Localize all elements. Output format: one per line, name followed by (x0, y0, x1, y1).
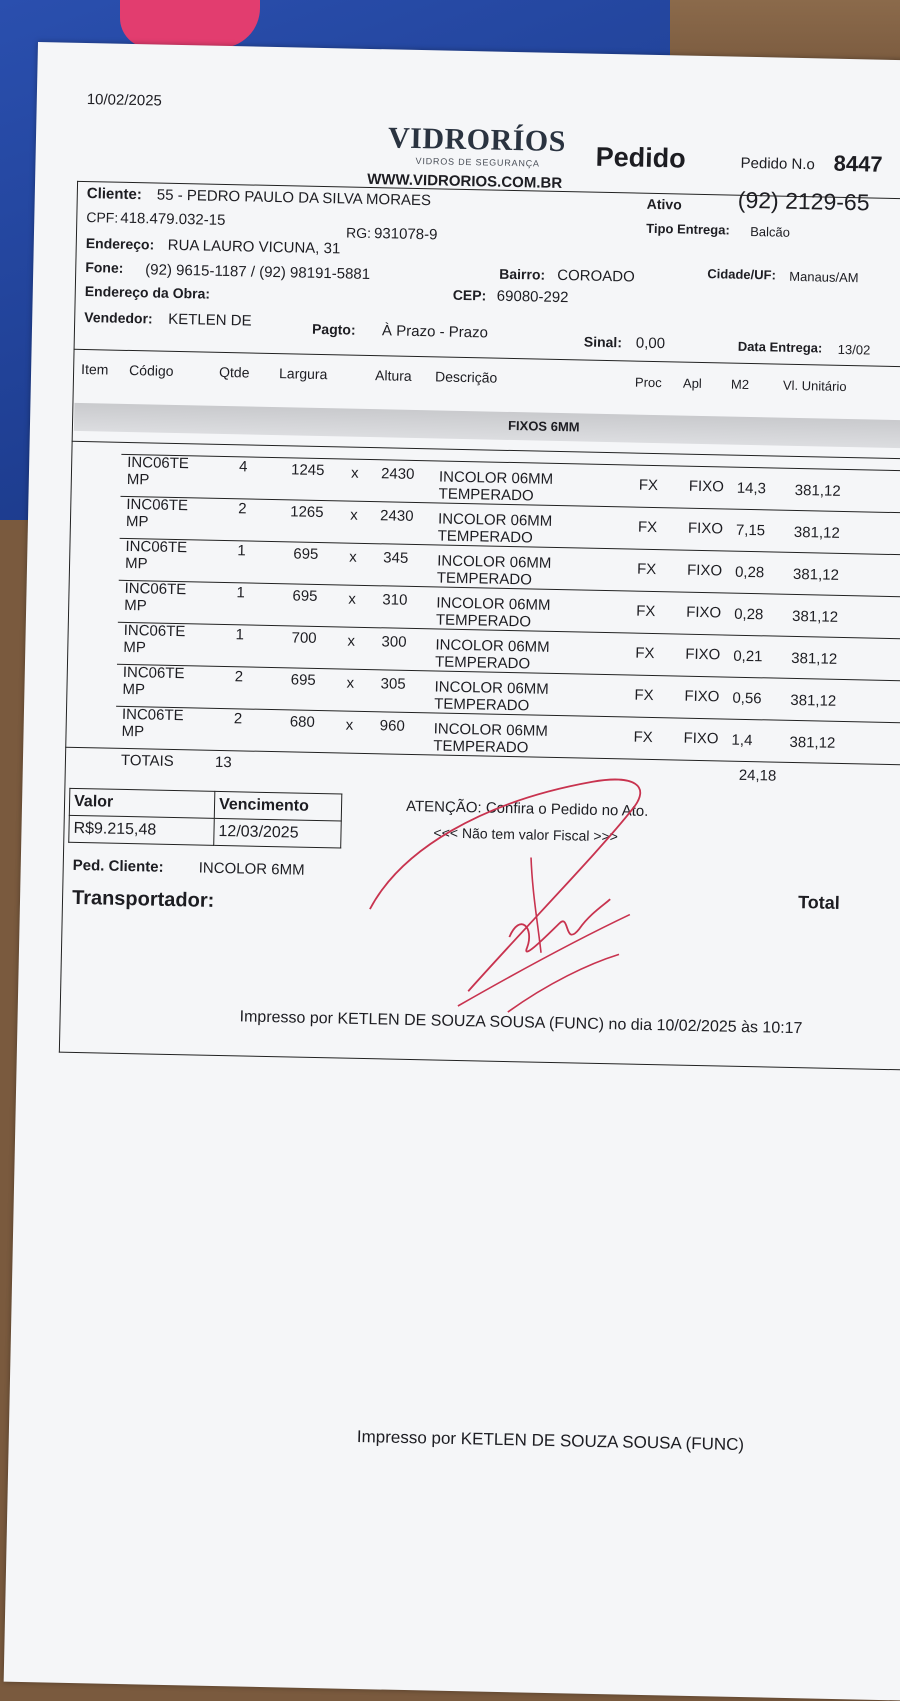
row-apl: FIXO (684, 687, 720, 706)
row-m2: 14,3 (736, 479, 767, 498)
row-largura: 1245 (290, 461, 325, 480)
order-status: Ativo (646, 195, 682, 213)
row-proc: FX (635, 644, 655, 663)
row-x: x (347, 632, 356, 650)
row-unit: 381,12 (791, 649, 838, 668)
rg-value: 931078-9 (373, 225, 438, 244)
cliente-value: 55 - PEDRO PAULO DA SILVA MORAES (156, 186, 432, 210)
row-altura: 960 (379, 717, 405, 735)
col-altura: Altura (374, 367, 412, 384)
row-code: INC06TE (121, 705, 184, 725)
row-desc-cont: TEMPERADO (437, 527, 533, 547)
row-code-cont: MP (121, 722, 145, 741)
print-date: 10/02/2025 (86, 91, 163, 110)
data-entrega-label: Data Entrega: (737, 338, 823, 356)
tipo-entrega-label: Tipo Entrega: (646, 220, 730, 238)
row-m2: 0,28 (734, 563, 765, 582)
row-proc: FX (637, 518, 658, 537)
document-title: Pedido (595, 141, 687, 174)
row-qtde: 1 (236, 584, 246, 602)
row-code: INC06TE (123, 621, 186, 641)
cidade-value: Manaus/AM (789, 268, 859, 286)
row-code: INC06TE (124, 579, 187, 599)
row-x: x (345, 716, 354, 734)
col-proc: Proc (634, 374, 662, 391)
row-m2: 1,4 (731, 731, 753, 750)
row-code: INC06TE (122, 663, 185, 683)
company-logo-subtitle: VIDROS DE SEGURANÇA (415, 155, 540, 169)
col-apl: Apl (682, 375, 702, 391)
cep-label: CEP: (452, 286, 487, 304)
valor-value: R$9.215,48 (69, 815, 215, 845)
fone-label: Fone: (85, 259, 124, 276)
row-desc: INCOLOR 06MM (433, 720, 549, 740)
row-apl: FIXO (688, 477, 725, 496)
cliente-label: Cliente: (86, 185, 143, 204)
row-desc: INCOLOR 06MM (436, 594, 551, 614)
row-unit: 381,12 (790, 691, 837, 710)
row-largura: 695 (293, 545, 319, 563)
row-qtde: 4 (238, 458, 248, 476)
row-code-cont: MP (123, 638, 147, 657)
row-proc: FX (636, 602, 656, 621)
row-apl: FIXO (685, 645, 721, 664)
col-codigo: Código (128, 361, 174, 379)
row-desc-cont: TEMPERADO (436, 569, 533, 589)
row-m2: 7,15 (735, 521, 766, 540)
row-desc-cont: TEMPERADO (434, 653, 531, 673)
row-qtde: 1 (237, 542, 246, 560)
row-code-cont: MP (126, 470, 150, 489)
row-unit: 381,12 (791, 607, 839, 626)
row-qtde: 2 (233, 710, 243, 728)
row-unit: 381,12 (794, 481, 841, 500)
signature-stroke (529, 858, 543, 953)
row-apl: FIXO (686, 603, 722, 622)
total-label: Total (797, 892, 841, 913)
row-qtde: 1 (235, 626, 245, 644)
totals-qtde: 13 (214, 753, 232, 772)
signature-stroke (508, 952, 619, 1014)
row-code-cont: MP (122, 680, 146, 699)
payment-table (68, 788, 342, 849)
row-code: INC06TE (127, 453, 190, 473)
row-x: x (348, 590, 357, 608)
row-altura: 2430 (379, 507, 414, 525)
ped-cliente-value: INCOLOR 6MM (198, 859, 305, 879)
row-m2: 0,56 (732, 689, 762, 708)
row-desc-cont: TEMPERADO (433, 737, 529, 757)
order-number-label: Pedido N.o (740, 154, 815, 174)
row-unit: 381,12 (789, 733, 836, 752)
sinal-label: Sinal: (583, 333, 623, 351)
ped-cliente-label: Ped. Cliente: (72, 856, 164, 876)
row-code-cont: MP (125, 512, 149, 531)
order-document (4, 42, 900, 1701)
fone-value: (92) 9615-1187 / (92) 98191-5881 (145, 261, 371, 284)
row-qtde: 2 (238, 500, 247, 518)
sinal-value: 0,00 (635, 334, 666, 353)
cpf-label: CPF: (86, 209, 119, 226)
row-altura: 305 (380, 675, 406, 693)
data-entrega-value: 13/02 (837, 341, 871, 358)
company-website: WWW.VIDRORIOS.COM.BR (367, 170, 563, 193)
row-altura: 2430 (380, 465, 415, 483)
transportador-label: Transportador: (71, 886, 215, 912)
row-apl: FIXO (687, 519, 724, 538)
bairro-value: COROADO (557, 266, 635, 286)
rg-label: RG: (345, 224, 372, 242)
row-altura: 345 (383, 549, 409, 567)
valor-header: Valor (69, 788, 215, 818)
row-largura: 680 (289, 713, 316, 731)
row-proc: FX (638, 476, 659, 495)
tipo-entrega-value: Balcão (750, 223, 791, 240)
atencao-note: ATENÇÃO: Confira o Pedido no Ato. (405, 797, 649, 820)
vendedor-value: KETLEN DE (168, 310, 252, 330)
signature-mark (358, 759, 663, 1025)
background-pink-object (120, 0, 260, 48)
row-x: x (349, 506, 358, 524)
pagto-value: À Prazo - Prazo (381, 322, 489, 342)
row-x: x (350, 464, 359, 482)
col-m2: M2 (730, 376, 750, 392)
cpf-value: 418.479.032-15 (120, 209, 226, 229)
row-altura: 300 (381, 633, 407, 651)
row-desc: INCOLOR 06MM (435, 636, 550, 656)
row-m2: 0,28 (733, 605, 764, 624)
row-desc: INCOLOR 06MM (437, 552, 552, 572)
row-altura: 310 (382, 591, 408, 609)
row-desc: INCOLOR 06MM (434, 678, 549, 698)
printed-by-footer: Impresso por KETLEN DE SOUZA SOUSA (FUNC) (356, 1426, 745, 1455)
row-largura: 1265 (290, 503, 324, 522)
col-qtde: Qtde (218, 363, 250, 381)
row-code-cont: MP (124, 596, 147, 615)
row-proc: FX (633, 728, 653, 747)
vendedor-label: Vendedor: (84, 309, 153, 327)
company-logo: VIDRORÍOS (387, 121, 567, 159)
row-m2: 0,21 (733, 647, 763, 666)
vencimento-header: Vencimento (214, 791, 342, 821)
cep-value: 69080-292 (496, 287, 569, 307)
row-apl: FIXO (683, 729, 719, 748)
bairro-label: Bairro: (499, 265, 546, 283)
col-vl-unitario: Vl. Unitário (782, 377, 847, 395)
endereco-label: Endereço: (85, 235, 155, 253)
row-largura: 700 (291, 629, 317, 647)
row-code: INC06TE (125, 537, 188, 557)
row-code: INC06TE (126, 495, 189, 515)
row-largura: 695 (290, 671, 316, 689)
printed-by-line: Impresso por KETLEN DE SOUZA SOUSA (FUNC) no dia 10/02/2025 às 10:17 (239, 1008, 803, 1038)
category-title: FIXOS 6MM (507, 417, 580, 435)
vencimento-value: 12/03/2025 (214, 818, 342, 848)
row-unit: 381,12 (793, 523, 840, 542)
row-apl: FIXO (686, 561, 723, 580)
row-x: x (349, 548, 357, 566)
row-x: x (346, 674, 355, 692)
pagto-label: Pagto: (311, 320, 356, 338)
row-desc-cont: TEMPERADO (434, 695, 530, 715)
totals-m2: 24,18 (738, 766, 777, 785)
cidade-label: Cidade/UF: (707, 266, 777, 283)
totals-label: TOTAIS (120, 751, 174, 770)
company-phone: (92) 2129-65 (737, 186, 870, 216)
col-largura: Largura (278, 365, 328, 383)
row-proc: FX (636, 560, 657, 579)
row-desc: INCOLOR 06MM (438, 468, 554, 488)
endereco-obra-label: Endereço da Obra: (84, 283, 211, 302)
order-number: 8447 (833, 150, 883, 177)
fiscal-note: <<< Não tem valor Fiscal >>> (433, 824, 619, 845)
row-desc-cont: TEMPERADO (435, 611, 532, 631)
row-code-cont: MP (124, 554, 148, 573)
row-largura: 695 (292, 587, 318, 605)
row-desc: INCOLOR 06MM (437, 510, 553, 530)
row-desc-cont: TEMPERADO (438, 485, 534, 505)
row-proc: FX (634, 686, 654, 705)
row-unit: 381,12 (792, 565, 840, 584)
endereco-value: RUA LAURO VICUNA, 31 (167, 236, 341, 258)
signature-stroke (509, 897, 610, 953)
col-descricao: Descrição (434, 368, 498, 386)
col-item: Item (80, 360, 109, 378)
row-qtde: 2 (234, 668, 244, 686)
